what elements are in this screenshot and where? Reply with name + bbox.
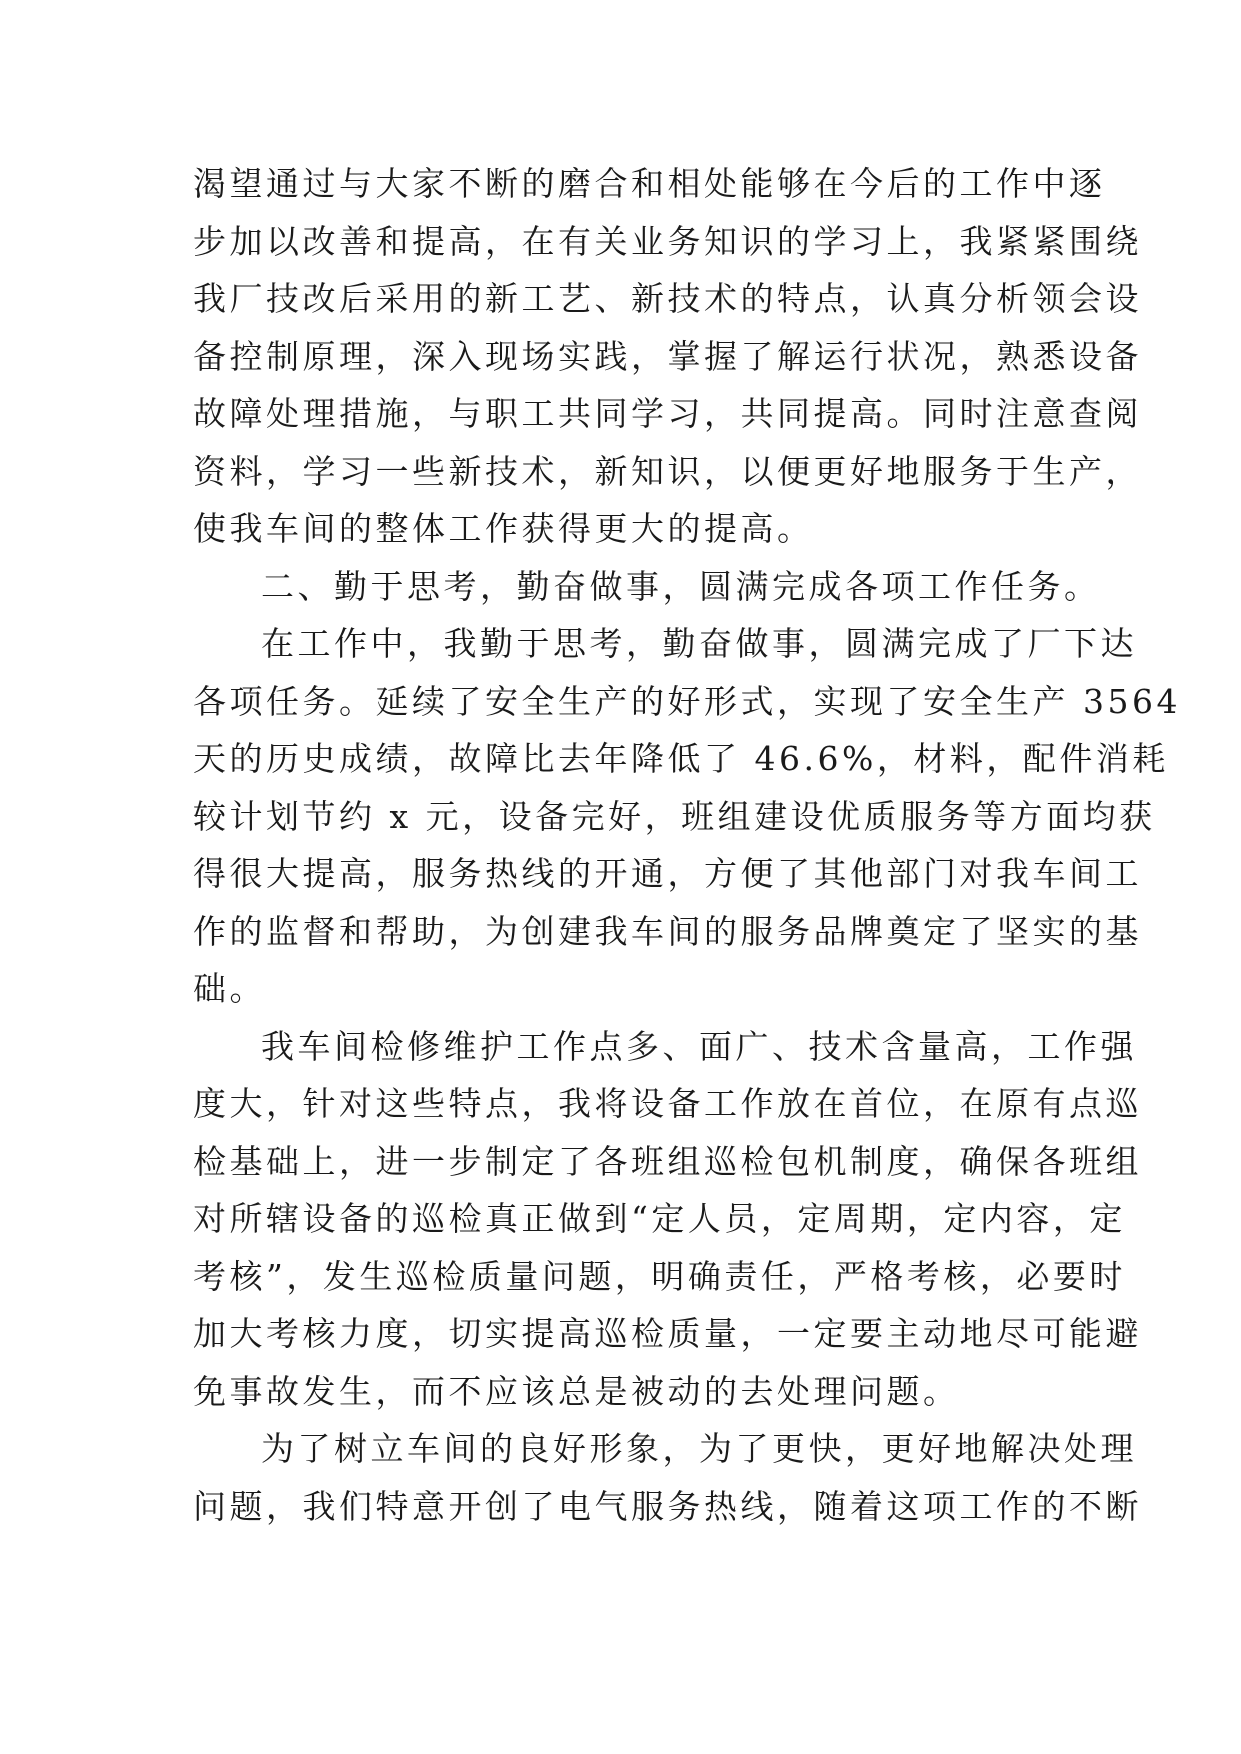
text-line: 我车间检修维护工作点多、面广、技术含量高，工作强 <box>261 1026 1137 1066</box>
text-line: 天的历史成绩，故障比去年降低了 46.6%，材料，配件消耗 <box>193 739 1169 778</box>
text-line: 加大考核力度，切实提高巡检质量，一定要主动地尽可能避 <box>193 1314 1142 1353</box>
text-line: 渴望通过与大家不断的磨合和相处能够在今后的工作中逐 <box>193 164 1106 203</box>
document-body <box>193 155 1181 1535</box>
text-line: 得很大提高，服务热线的开通，方便了其他部门对我车间工 <box>193 854 1142 893</box>
text-line: 各项任务。延续了安全生产的好形式，实现了安全生产 3564 <box>193 681 1181 721</box>
text-line: 免事故发生，而不应该总是被动的去处理问题。 <box>193 1371 960 1411</box>
text-line: 较计划节约 x 元，设备完好，班组建设优质服务等方面均获 <box>193 796 1156 836</box>
text-line: 对所辖设备的巡检真正做到“定人员，定周期，定内容，定 <box>193 1199 1126 1238</box>
text-line: 础。 <box>193 969 266 1008</box>
text-line: 考核”，发生巡检质量问题，明确责任，严格考核，必要时 <box>193 1256 1126 1296</box>
text-line: 问题，我们特意开创了电气服务热线，随着这项工作的不断 <box>193 1486 1142 1526</box>
text-line: 二、勤于思考，勤奋做事，圆满完成各项工作任务。 <box>261 566 1101 606</box>
text-line: 检基础上，进一步制定了各班组巡检包机制度，确保各班组 <box>193 1141 1142 1181</box>
text-line: 故障处理措施，与职工共同学习，共同提高。同时注意查阅 <box>193 394 1142 433</box>
text-line: 备控制原理，深入现场实践，掌握了解运行状况，熟悉设备 <box>193 336 1142 376</box>
text-line: 资料，学习一些新技术，新知识，以便更好地服务于生产， <box>193 451 1142 491</box>
text-line: 在工作中，我勤于思考，勤奋做事，圆满完成了厂下达 <box>261 624 1137 663</box>
text-line: 我厂技改后采用的新工艺、新技术的特点，认真分析领会设 <box>193 279 1142 318</box>
text-line: 作的监督和帮助，为创建我车间的服务品牌奠定了坚实的基 <box>193 911 1142 951</box>
text-line: 度大，针对这些特点，我将设备工作放在首位，在原有点巡 <box>193 1084 1142 1123</box>
text-line: 使我车间的整体工作获得更大的提高。 <box>193 509 814 548</box>
text-line: 步加以改善和提高，在有关业务知识的学习上，我紧紧围绕 <box>193 221 1142 261</box>
text-line: 为了树立车间的良好形象，为了更快，更好地解决处理 <box>261 1429 1137 1468</box>
